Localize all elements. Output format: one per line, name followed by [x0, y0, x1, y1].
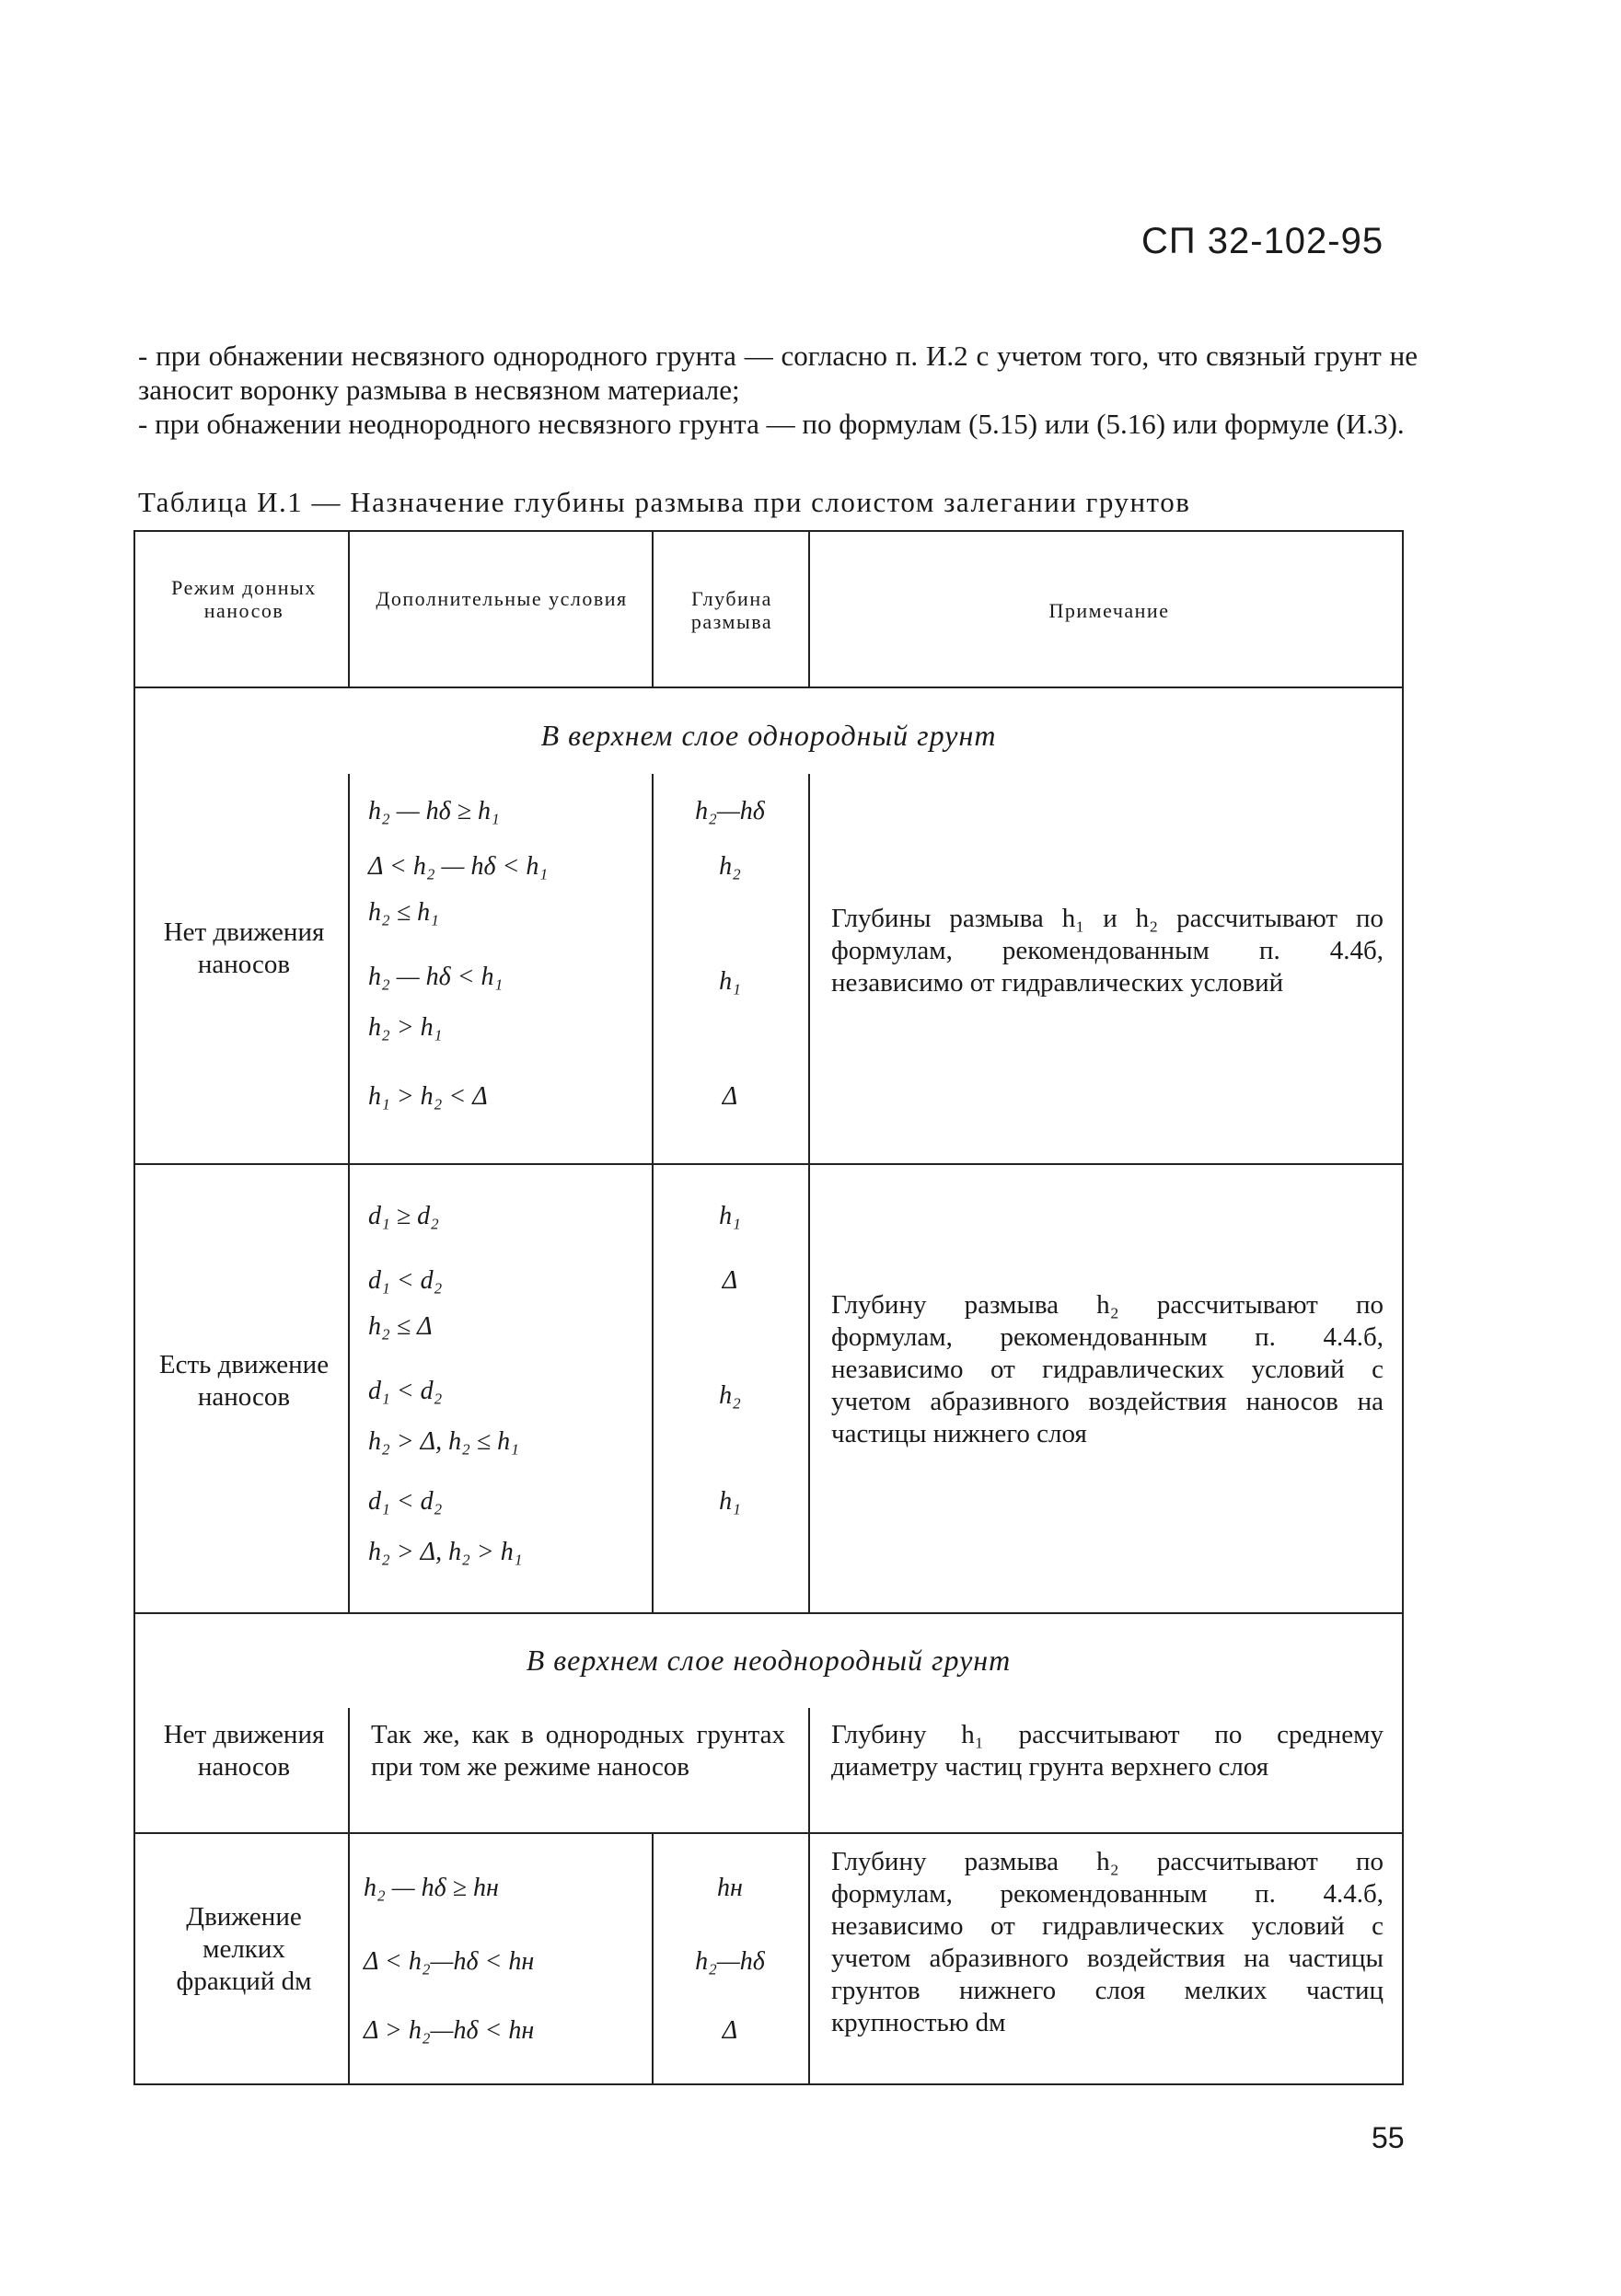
row-divider-2: [133, 1832, 1404, 1834]
condition: d₁ < d₂: [368, 1377, 443, 1405]
regime-fine-fractions: Движение мелких фракций dм: [176, 1902, 312, 1996]
condition: h₂ ≤ h₁: [368, 898, 439, 927]
condition: Δ > h₂—hδ < hн: [364, 2016, 535, 2045]
condition: Δ < h₂ — hδ < h₁: [368, 852, 549, 881]
condition: h₂ > h₁: [368, 1013, 443, 1042]
condition: h₂ > Δ, h₂ ≤ h₁: [368, 1427, 519, 1456]
table-left-border: [133, 686, 135, 2085]
header-note: Примечание: [1048, 599, 1170, 622]
depth: h₂: [719, 1381, 741, 1410]
column-divider: [348, 1163, 350, 1612]
row-divider: [133, 1163, 1404, 1165]
condition: h₂ — hδ ≥ h₁: [368, 797, 500, 825]
condition: h₂ ≤ Δ: [368, 1312, 433, 1341]
table-right-border: [1402, 530, 1404, 2085]
note: Глубину h₁ рассчитывают по среднему диаметру частиц грунта верхнего слоя: [831, 1720, 1384, 1782]
depth: Δ: [722, 1266, 738, 1295]
depth: Δ: [722, 1082, 738, 1111]
depth: hн: [717, 1874, 743, 1902]
condition: d₁ ≥ d₂: [368, 1202, 439, 1230]
condition: h₂ > Δ, h₂ > h₁: [368, 1538, 523, 1566]
depth: h₁: [719, 967, 741, 996]
condition: d₁ < d₂: [368, 1266, 443, 1295]
intro-paragraph-1: - при обнажении несвязного однородного грунта — согласно п. И.2 с учетом того, что связный грунт не заносит воронку размыва в несвязном материале;: [138, 340, 1418, 406]
table-top-rule: [133, 530, 1404, 532]
depth: Δ: [722, 2016, 738, 2045]
condition: h₁ > h₂ < Δ: [368, 1082, 488, 1111]
table-bottom-rule: [133, 2083, 1404, 2085]
section-divider: [133, 1612, 1404, 1614]
regime-movement: Есть движение наносов: [158, 1350, 330, 1412]
note: Глубину размыва h₂ рассчитывают по формулам, рекомендованным п. 4.4.б, независимо от гидравлических условий с учетом абразивного воздействия наносов на частицы нижнего слоя: [831, 1290, 1384, 1448]
column-divider: [808, 1163, 810, 1612]
column-divider: [348, 530, 350, 686]
conditions-text: Так же, как в однородных грунтах при том же режиме наносов: [371, 1720, 785, 1782]
condition: Δ < h₂—hδ < hн: [364, 1947, 535, 1976]
column-divider: [808, 1832, 810, 2085]
header-regime: Режим донных наносов: [171, 576, 317, 622]
column-divider: [348, 1708, 350, 1832]
regime-no-movement: Нет движения наносов: [163, 1720, 325, 1782]
table-caption: Таблица И.1 — Назначение глубины размыва при слоистом залегании грунтов: [138, 486, 1191, 518]
column-divider: [652, 530, 654, 686]
condition: d₁ < d₂: [368, 1487, 443, 1516]
depth: h₁: [719, 1202, 741, 1230]
header-bottom-rule: [133, 686, 1404, 688]
header-conditions: Дополнительные условия: [376, 587, 628, 610]
column-divider: [348, 774, 350, 1163]
section-homogeneous-title: В верхнем слое однородный грунт: [540, 719, 997, 752]
header-depth: Глубина размыва: [690, 587, 773, 633]
column-divider: [808, 530, 810, 686]
condition: h₂ — hδ ≥ hн: [364, 1874, 499, 1902]
column-divider: [808, 1708, 810, 1832]
depth: h₂: [719, 852, 741, 881]
depth: h₁: [719, 1487, 741, 1516]
column-divider: [348, 1832, 350, 2085]
column-divider: [808, 774, 810, 1163]
depth: h₂—hδ: [695, 1947, 765, 1976]
intro-text: [138, 339, 1418, 441]
intro-paragraph-2: - при обнажении неоднородного несвязного грунта — по формулам (5.15) или (5.16) или формуле (И.3).: [138, 408, 1405, 440]
depth-table: [133, 530, 1404, 2085]
document-code: СП 32-102-95: [1141, 221, 1384, 261]
depth: h₂—hδ: [695, 797, 765, 825]
page-number: 55: [1372, 2121, 1405, 2154]
table-left-border: [133, 530, 135, 686]
condition: h₂ — hδ < h₁: [368, 963, 504, 991]
regime-no-movement: Нет движения наносов: [163, 917, 325, 979]
section-heterogeneous-title: В верхнем слое неоднородный грунт: [526, 1644, 1012, 1677]
note: Глубину размыва h₂ рассчитывают по формулам, рекомендованным п. 4.4.б, независимо от гидравлических условий с учетом абразивного воздействия на частицы грунтов нижнего слоя мелких частиц крупностью dм: [831, 1847, 1384, 2037]
note: Глубины размыва h₁ и h₂ рассчитывают по формулам, рекомендованным п. 4.4б, независимо от гидравлических условий: [831, 904, 1384, 998]
